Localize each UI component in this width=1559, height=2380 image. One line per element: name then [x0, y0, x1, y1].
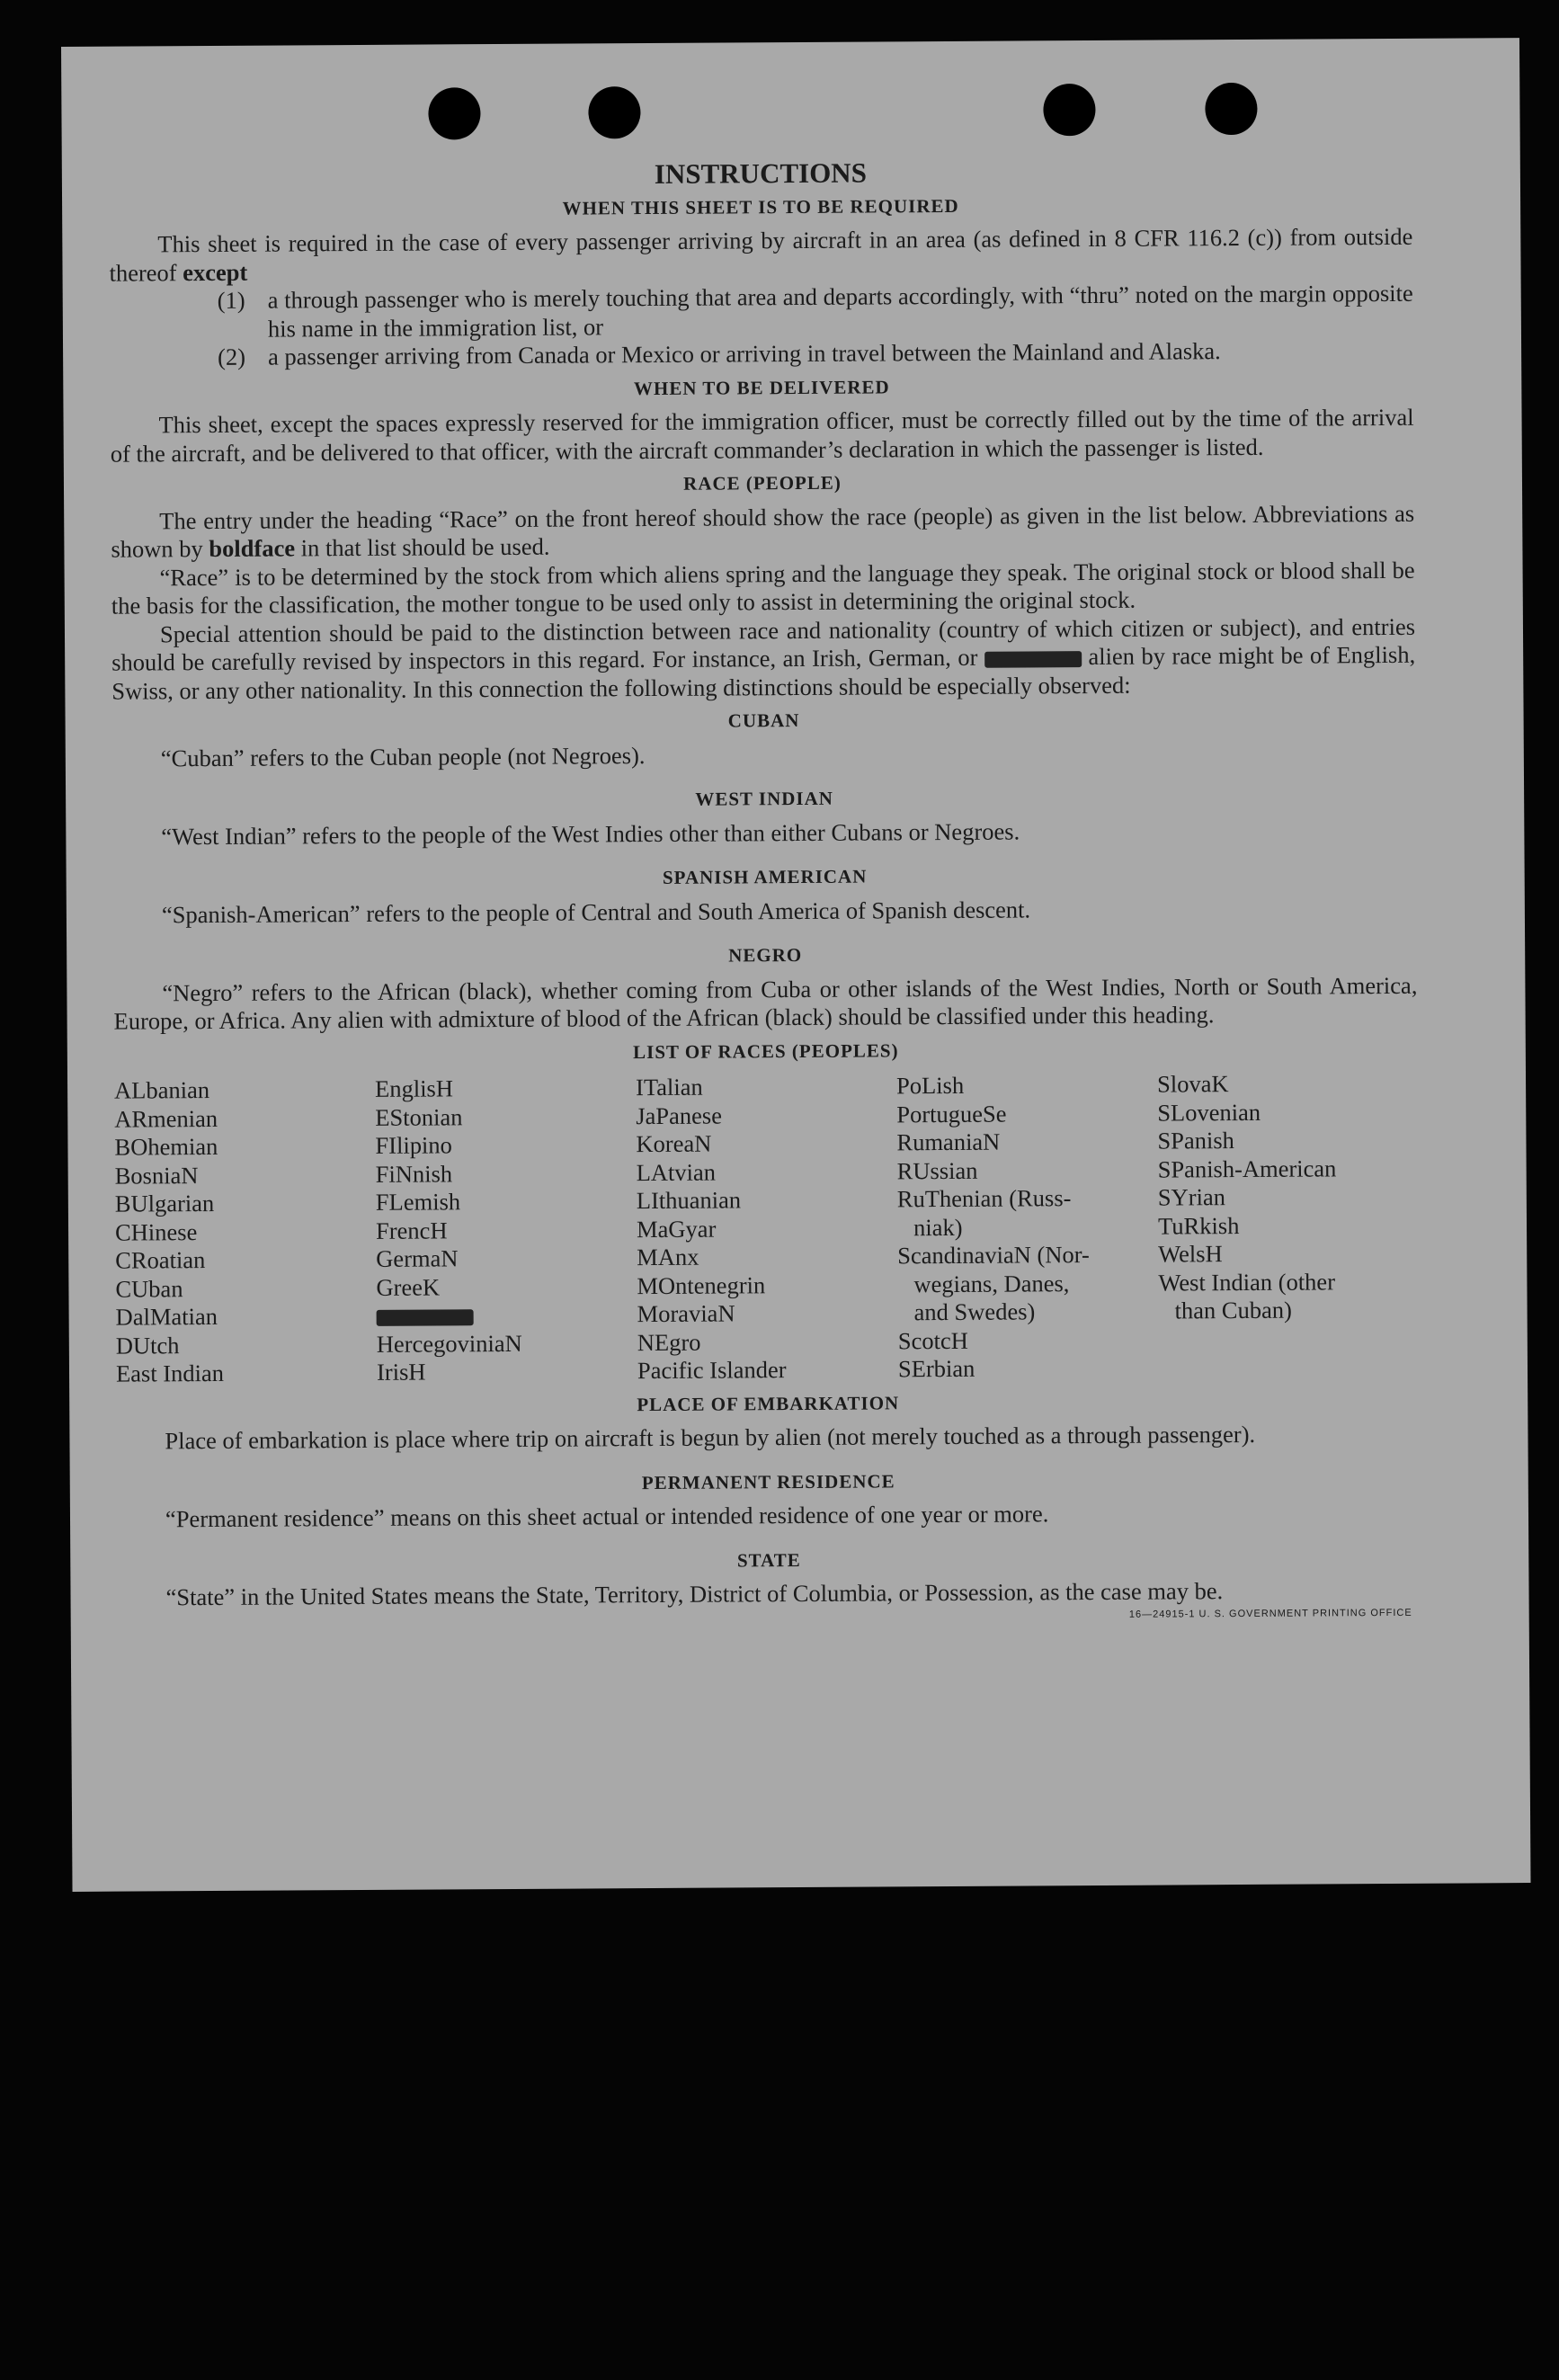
race-item: ITalian	[635, 1073, 703, 1101]
race-item: BOhemian	[114, 1132, 218, 1161]
race-item: TuRkish	[1157, 1211, 1240, 1240]
race-item: CHinese	[114, 1217, 198, 1246]
race-column	[896, 1071, 1159, 1384]
race-item: EnglisH	[374, 1074, 454, 1102]
text: alien by race might be of English, Swiss, or any other nationality. In this connection the following distinctions should be especially observed:	[111, 640, 1416, 705]
paragraph: “West Indian” refers to the people of the West Indies other than either Cubans or Negroes.	[161, 817, 1020, 850]
race-column	[1157, 1069, 1420, 1382]
punch-hole	[1205, 83, 1257, 135]
race-item: and Swedes)	[913, 1297, 1036, 1326]
race-item: PortugueSe	[896, 1100, 1007, 1128]
race-item: SLovenian	[1157, 1098, 1261, 1127]
paragraph: “Permanent residence” means on this sheet actual or intended residence of one year or more.	[165, 1500, 1049, 1533]
document-sheet	[61, 38, 1531, 1892]
race-item: MAnx	[637, 1243, 699, 1271]
race-item: niak)	[913, 1213, 963, 1241]
race-item: LIthuanian	[636, 1186, 742, 1215]
section-heading: WEST INDIAN	[695, 787, 833, 810]
paragraph	[111, 612, 1416, 705]
paragraph: “Race” is to be determined by the stock from which aliens spring and the language they speak. The original stock or blood shall be the basis for the classification, the mother tongue to be used only to assist in determining the original stock.	[111, 556, 1415, 620]
list-item	[110, 280, 1413, 344]
paragraph: “Cuban” refers to the Cuban people (not Negroes).	[160, 741, 646, 771]
race-item: ScotcH	[897, 1326, 968, 1354]
section-heading: RACE (PEOPLE)	[683, 471, 842, 495]
punch-hole	[588, 86, 640, 138]
race-item: LAtvian	[636, 1158, 717, 1186]
race-item: DalMatian	[115, 1302, 218, 1331]
section-heading: WHEN TO BE DELIVERED	[633, 375, 890, 399]
race-item: EStonian	[375, 1102, 463, 1131]
paragraph: “Spanish-American” refers to the people of Central and South America of Spanish descent.	[161, 895, 1031, 928]
document-body	[109, 156, 1421, 1636]
race-item: MaGyar	[636, 1215, 717, 1243]
race-item: BosniaN	[114, 1161, 199, 1190]
race-item: NEgro	[637, 1328, 701, 1356]
race-item: RUssian	[896, 1156, 978, 1184]
item-text: a passenger arriving from Canada or Mexico or arriving in travel between the Mainland and Alaska.	[268, 337, 1221, 370]
race-item: KoreaN	[636, 1129, 712, 1158]
race-column	[636, 1072, 898, 1385]
race-item: ALbanian	[113, 1076, 210, 1104]
race-item: RumaniaN	[896, 1128, 1001, 1156]
punch-hole	[428, 87, 480, 139]
section-heading: CUBAN	[727, 709, 800, 732]
race-column	[114, 1075, 377, 1388]
race-item: CRoatian	[115, 1246, 206, 1274]
race-item: ARmenian	[114, 1104, 218, 1133]
race-item: BUlgarian	[114, 1189, 215, 1217]
redaction-mark	[984, 651, 1082, 668]
paragraph	[109, 223, 1412, 288]
race-item: West Indian (other	[1158, 1267, 1336, 1297]
race-item: RuThenian (Russ-	[896, 1184, 1072, 1213]
paragraph: Place of embarkation is place where trip on aircraft is begun by alien (not merely touched as a through passenger).	[165, 1420, 1256, 1455]
section-heading: PLACE OF EMBARKATION	[637, 1391, 900, 1415]
race-item: GermaN	[376, 1244, 459, 1272]
text: Special attention should be paid to the distinction between race and nationality (country of which citizen or subject), and entries should be carefully revised by inspectors in this regard. For instance, an Irish, German, or	[111, 612, 1416, 676]
text: The entry under the heading “Race” on the front hereof should show the race (people) as given in the list below. Abbreviations as shown by	[111, 499, 1415, 563]
redaction-mark	[377, 1309, 474, 1326]
page-title: INSTRUCTIONS	[654, 156, 867, 190]
race-item: JaPanese	[636, 1101, 723, 1129]
race-item: MOntenegrin	[637, 1270, 766, 1299]
race-item-redacted	[377, 1300, 637, 1330]
race-item: IrisH	[376, 1358, 426, 1386]
race-item: SErbian	[897, 1354, 975, 1383]
paragraph	[111, 499, 1414, 564]
paragraph: “Negro” refers to the African (black), whether coming from Cuba or other islands of the West Indies, North or South America, Europe, or Africa. Any alien with admixture of blood of the African (black) should be classified under this heading.	[113, 971, 1418, 1035]
race-item: PoLish	[895, 1071, 965, 1100]
text: in that list should be used.	[300, 532, 550, 562]
paragraph: This sheet, except the spaces expressly reserved for the immigration officer, must be correctly filled out by the time of the arrival of the aircraft, and be delivered to that officer, with the aircraft commander’s declaration in which the passenger is listed.	[110, 403, 1414, 468]
race-item: HercegoviniaN	[376, 1329, 522, 1358]
bold-text: except	[183, 258, 248, 286]
race-item: wegians, Danes,	[913, 1269, 1070, 1297]
item-text: a through passenger who is merely touching that area and departs accordingly, with “thru” noted on the margin opposite his name in the immigration list, or	[267, 279, 1413, 343]
section-heading: PERMANENT RESIDENCE	[641, 1469, 895, 1493]
race-item: WelsH	[1158, 1240, 1223, 1268]
race-item: East Indian	[115, 1359, 225, 1387]
text: This sheet is required in the case of every passenger arriving by aircraft in an area (as defined in 8 CFR 116.2 (c)) from outside thereof	[109, 222, 1413, 287]
section-heading: WHEN THIS SHEET IS TO BE REQUIRED	[562, 194, 959, 219]
race-item: FLemish	[375, 1188, 461, 1216]
race-item: SlovaK	[1156, 1070, 1229, 1098]
printer-imprint: 16—24915-1 U. S. GOVERNMENT PRINTING OFFICE	[1128, 1607, 1412, 1620]
race-item: ScandinaviaN (Nor-	[897, 1241, 1090, 1270]
race-item: CUban	[115, 1274, 183, 1303]
race-item: SPanish	[1157, 1127, 1234, 1154]
race-item: Pacific Islander	[637, 1356, 787, 1385]
item-number: (1)	[217, 286, 245, 314]
section-heading: SPANISH AMERICAN	[662, 865, 868, 888]
race-column	[375, 1074, 637, 1386]
race-item: than Cuban)	[1174, 1296, 1292, 1324]
race-list	[114, 1069, 1420, 1388]
race-item: FiNnish	[375, 1159, 453, 1188]
bold-text: boldface	[209, 534, 296, 563]
race-item: FIlipino	[375, 1131, 452, 1159]
section-heading: NEGRO	[728, 943, 803, 967]
race-item: MoraviaN	[637, 1299, 735, 1328]
race-item: FrencH	[375, 1216, 448, 1244]
race-item: SYrian	[1157, 1183, 1226, 1211]
punch-hole	[1043, 84, 1095, 136]
item-number: (2)	[218, 343, 246, 370]
race-item: GreeK	[376, 1272, 441, 1301]
paragraph: “State” in the United States means the State, Territory, District of Columbia, or Possession, as the case may be.	[165, 1577, 1224, 1611]
section-heading: STATE	[736, 1548, 801, 1571]
race-item: DUtch	[115, 1331, 180, 1359]
race-item: SPanish-American	[1157, 1154, 1337, 1183]
section-heading: LIST OF RACES (PEOPLES)	[633, 1038, 899, 1063]
